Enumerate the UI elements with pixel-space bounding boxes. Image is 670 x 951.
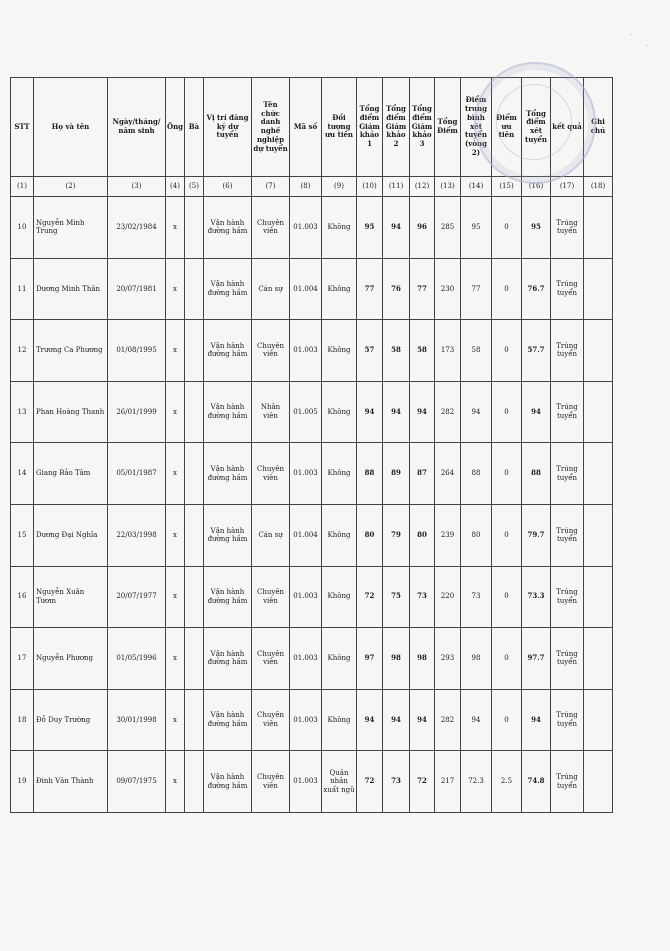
table-row: [11, 443, 613, 505]
cell-avg: 88: [461, 443, 492, 505]
cell-result: Trúng tuyển: [551, 628, 584, 690]
cell-code: 01.003: [290, 751, 322, 813]
cell-gk2: 79: [383, 504, 410, 566]
cell-title: Chuyên viên: [252, 566, 290, 628]
cell-name: Đinh Văn Thành: [34, 751, 108, 813]
cell-ba: [185, 381, 204, 443]
cell-name: Nguyễn Phương: [34, 628, 108, 690]
table-row: [11, 504, 613, 566]
cell-ba: [185, 258, 204, 320]
cell-priority: Quân nhân xuất ngũ: [322, 751, 357, 813]
cell-title: Chuyên viên: [252, 751, 290, 813]
cell-result: Trúng tuyển: [551, 197, 584, 259]
cell-dob: 23/02/1984: [108, 197, 166, 259]
table-row: [11, 628, 613, 690]
cell-ong: x: [166, 258, 185, 320]
column-number-10: (10): [357, 177, 383, 197]
cell-gk1: 88: [357, 443, 383, 505]
header-final: Tổng điểm xét tuyển: [522, 78, 551, 177]
cell-position: Vận hành đường hầm: [204, 258, 252, 320]
column-number-17: (17): [551, 177, 584, 197]
cell-stt: 13: [11, 381, 34, 443]
cell-dob: 30/01/1998: [108, 689, 166, 751]
cell-note: [584, 197, 613, 259]
cell-gk3: 80: [410, 504, 435, 566]
cell-gk2: 76: [383, 258, 410, 320]
cell-ba: [185, 689, 204, 751]
cell-title: Chuyên viên: [252, 197, 290, 259]
cell-stt: 16: [11, 566, 34, 628]
cell-gk2: 94: [383, 381, 410, 443]
scan-speck: ·: [646, 43, 648, 50]
cell-gk2: 73: [383, 751, 410, 813]
cell-code: 01.003: [290, 320, 322, 382]
column-number-16: (16): [522, 177, 551, 197]
cell-final: 76.7: [522, 258, 551, 320]
cell-avg: 58: [461, 320, 492, 382]
cell-title: Nhân viên: [252, 381, 290, 443]
cell-position: Vận hành đường hầm: [204, 628, 252, 690]
cell-gk1: 97: [357, 628, 383, 690]
table-row: [11, 258, 613, 320]
table-row: [11, 689, 613, 751]
column-number-row: [11, 177, 613, 197]
cell-gk1: 95: [357, 197, 383, 259]
cell-title: Chuyên viên: [252, 689, 290, 751]
cell-gk1: 94: [357, 689, 383, 751]
cell-avg: 94: [461, 381, 492, 443]
header-stt: STT: [11, 78, 34, 177]
cell-avg: 72.3: [461, 751, 492, 813]
header-result: kết quả: [551, 78, 584, 177]
header-dob: Ngày/tháng/ năm sinh: [108, 78, 166, 177]
column-number-2: (2): [34, 177, 108, 197]
cell-gk2: 75: [383, 566, 410, 628]
cell-prio-pts: 0: [492, 443, 522, 505]
cell-stt: 15: [11, 504, 34, 566]
cell-title: Chuyên viên: [252, 320, 290, 382]
recruitment-results-table: [10, 77, 613, 813]
cell-dob: 20/07/1977: [108, 566, 166, 628]
cell-gk1: 77: [357, 258, 383, 320]
cell-dob: 20/07/1981: [108, 258, 166, 320]
table-header-row: [11, 78, 613, 177]
cell-position: Vận hành đường hầm: [204, 504, 252, 566]
cell-gk1: 94: [357, 381, 383, 443]
cell-stt: 17: [11, 628, 34, 690]
cell-result: Trúng tuyển: [551, 381, 584, 443]
cell-result: Trúng tuyển: [551, 689, 584, 751]
cell-stt: 11: [11, 258, 34, 320]
cell-prio-pts: 0: [492, 258, 522, 320]
cell-total: 230: [435, 258, 461, 320]
cell-avg: 94: [461, 689, 492, 751]
cell-gk1: 72: [357, 566, 383, 628]
cell-position: Vận hành đường hầm: [204, 443, 252, 505]
cell-note: [584, 443, 613, 505]
cell-note: [584, 689, 613, 751]
cell-code: 01.005: [290, 381, 322, 443]
cell-ba: [185, 566, 204, 628]
column-number-6: (6): [204, 177, 252, 197]
cell-priority: Không: [322, 443, 357, 505]
cell-position: Vận hành đường hầm: [204, 320, 252, 382]
cell-ong: x: [166, 197, 185, 259]
cell-name: Dương Minh Thân: [34, 258, 108, 320]
cell-dob: 22/03/1998: [108, 504, 166, 566]
table-body: [11, 197, 613, 813]
cell-gk3: 73: [410, 566, 435, 628]
header-avg: Điểm trung bình xét tuyển (vòng 2): [461, 78, 492, 177]
cell-final: 94: [522, 689, 551, 751]
column-number-4: (4): [166, 177, 185, 197]
cell-note: [584, 751, 613, 813]
cell-code: 01.004: [290, 504, 322, 566]
cell-gk2: 94: [383, 197, 410, 259]
cell-gk3: 94: [410, 381, 435, 443]
cell-dob: 01/08/1995: [108, 320, 166, 382]
cell-stt: 10: [11, 197, 34, 259]
header-position: Vị trí đăng ký dự tuyển: [204, 78, 252, 177]
cell-prio-pts: 0: [492, 197, 522, 259]
cell-gk2: 94: [383, 689, 410, 751]
cell-gk3: 77: [410, 258, 435, 320]
cell-total: 285: [435, 197, 461, 259]
cell-code: 01.003: [290, 566, 322, 628]
cell-priority: Không: [322, 381, 357, 443]
column-number-5: (5): [185, 177, 204, 197]
cell-final: 57.7: [522, 320, 551, 382]
cell-priority: Không: [322, 504, 357, 566]
cell-dob: 05/01/1987: [108, 443, 166, 505]
column-number-7: (7): [252, 177, 290, 197]
cell-priority: Không: [322, 628, 357, 690]
column-number-15: (15): [492, 177, 522, 197]
cell-priority: Không: [322, 320, 357, 382]
cell-total: 293: [435, 628, 461, 690]
header-gk3: Tổng điểm Giám khảo 3: [410, 78, 435, 177]
column-number-3: (3): [108, 177, 166, 197]
cell-name: Nguyễn Xuân Tươm: [34, 566, 108, 628]
cell-final: 73.3: [522, 566, 551, 628]
cell-result: Trúng tuyển: [551, 258, 584, 320]
cell-name: Giang Bảo Tâm: [34, 443, 108, 505]
cell-ba: [185, 443, 204, 505]
cell-stt: 19: [11, 751, 34, 813]
cell-final: 97.7: [522, 628, 551, 690]
header-name: Họ và tên: [34, 78, 108, 177]
cell-position: Vận hành đường hầm: [204, 751, 252, 813]
column-number-14: (14): [461, 177, 492, 197]
cell-result: Trúng tuyển: [551, 443, 584, 505]
cell-gk3: 87: [410, 443, 435, 505]
cell-position: Vận hành đường hầm: [204, 197, 252, 259]
cell-priority: Không: [322, 197, 357, 259]
column-number-11: (11): [383, 177, 410, 197]
header-ong: Ông: [166, 78, 185, 177]
cell-stt: 18: [11, 689, 34, 751]
cell-avg: 95: [461, 197, 492, 259]
cell-title: Chuyên viên: [252, 628, 290, 690]
cell-title: Chuyên viên: [252, 443, 290, 505]
cell-gk1: 80: [357, 504, 383, 566]
cell-ong: x: [166, 381, 185, 443]
cell-stt: 14: [11, 443, 34, 505]
cell-final: 94: [522, 381, 551, 443]
cell-note: [584, 320, 613, 382]
cell-note: [584, 258, 613, 320]
cell-note: [584, 504, 613, 566]
cell-final: 95: [522, 197, 551, 259]
cell-ong: x: [166, 443, 185, 505]
cell-note: [584, 381, 613, 443]
cell-result: Trúng tuyển: [551, 320, 584, 382]
cell-priority: Không: [322, 689, 357, 751]
cell-prio-pts: 0: [492, 381, 522, 443]
cell-total: 239: [435, 504, 461, 566]
cell-prio-pts: 0: [492, 689, 522, 751]
cell-title: Cán sự: [252, 258, 290, 320]
cell-note: [584, 566, 613, 628]
table-row: [11, 197, 613, 259]
column-number-9: (9): [322, 177, 357, 197]
cell-ong: x: [166, 320, 185, 382]
cell-ba: [185, 504, 204, 566]
column-number-8: (8): [290, 177, 322, 197]
cell-name: Dương Đại Nghĩa: [34, 504, 108, 566]
cell-avg: 73: [461, 566, 492, 628]
cell-dob: 09/07/1975: [108, 751, 166, 813]
cell-gk1: 57: [357, 320, 383, 382]
cell-gk3: 72: [410, 751, 435, 813]
cell-stt: 12: [11, 320, 34, 382]
column-number-13: (13): [435, 177, 461, 197]
cell-gk2: 58: [383, 320, 410, 382]
cell-total: 173: [435, 320, 461, 382]
table-row: [11, 381, 613, 443]
scan-speck: ·: [630, 32, 632, 39]
cell-position: Vận hành đường hầm: [204, 381, 252, 443]
cell-final: 88: [522, 443, 551, 505]
cell-code: 01.003: [290, 197, 322, 259]
cell-ong: x: [166, 504, 185, 566]
cell-name: Phan Hoàng Thanh: [34, 381, 108, 443]
cell-priority: Không: [322, 258, 357, 320]
cell-result: Trúng tuyển: [551, 751, 584, 813]
header-title: Tên chức danh nghề nghiệp dự tuyển: [252, 78, 290, 177]
header-priority: Đối tượng ưu tiên: [322, 78, 357, 177]
cell-position: Vận hành đường hầm: [204, 566, 252, 628]
column-number-1: (1): [11, 177, 34, 197]
table-row: [11, 566, 613, 628]
cell-final: 74.8: [522, 751, 551, 813]
cell-gk3: 98: [410, 628, 435, 690]
cell-avg: 98: [461, 628, 492, 690]
cell-prio-pts: 2.5: [492, 751, 522, 813]
cell-dob: 26/01/1999: [108, 381, 166, 443]
cell-prio-pts: 0: [492, 504, 522, 566]
header-gk2: Tổng điểm Giám khảo 2: [383, 78, 410, 177]
cell-avg: 80: [461, 504, 492, 566]
cell-ba: [185, 320, 204, 382]
header-ba: Bà: [185, 78, 204, 177]
cell-code: 01.003: [290, 443, 322, 505]
header-prio-pts: Điểm ưu tiên: [492, 78, 522, 177]
cell-total: 264: [435, 443, 461, 505]
cell-gk3: 96: [410, 197, 435, 259]
cell-ba: [185, 751, 204, 813]
cell-ba: [185, 197, 204, 259]
column-number-12: (12): [410, 177, 435, 197]
cell-code: 01.004: [290, 258, 322, 320]
cell-name: Đỗ Duy Trường: [34, 689, 108, 751]
cell-ong: x: [166, 566, 185, 628]
cell-total: 217: [435, 751, 461, 813]
cell-result: Trúng tuyển: [551, 504, 584, 566]
cell-code: 01.003: [290, 628, 322, 690]
cell-result: Trúng tuyển: [551, 566, 584, 628]
cell-total: 282: [435, 689, 461, 751]
cell-ba: [185, 628, 204, 690]
table-row: [11, 751, 613, 813]
cell-gk3: 58: [410, 320, 435, 382]
cell-final: 79.7: [522, 504, 551, 566]
cell-ong: x: [166, 751, 185, 813]
cell-position: Vận hành đường hầm: [204, 689, 252, 751]
cell-avg: 77: [461, 258, 492, 320]
cell-note: [584, 628, 613, 690]
cell-code: 01.003: [290, 689, 322, 751]
column-number-18: (18): [584, 177, 613, 197]
cell-gk2: 98: [383, 628, 410, 690]
cell-prio-pts: 0: [492, 320, 522, 382]
header-total: Tổng Điểm: [435, 78, 461, 177]
cell-name: Trương Ca Phương: [34, 320, 108, 382]
cell-gk2: 89: [383, 443, 410, 505]
cell-title: Cán sự: [252, 504, 290, 566]
cell-gk1: 72: [357, 751, 383, 813]
cell-ong: x: [166, 689, 185, 751]
cell-priority: Không: [322, 566, 357, 628]
cell-total: 220: [435, 566, 461, 628]
header-gk1: Tổng điểm Giám khảo 1: [357, 78, 383, 177]
cell-gk3: 94: [410, 689, 435, 751]
header-code: Mã số: [290, 78, 322, 177]
cell-ong: x: [166, 628, 185, 690]
cell-name: Nguyễn Minh Trung: [34, 197, 108, 259]
cell-prio-pts: 0: [492, 628, 522, 690]
cell-total: 282: [435, 381, 461, 443]
cell-dob: 01/05/1996: [108, 628, 166, 690]
header-note: Ghi chú: [584, 78, 613, 177]
cell-prio-pts: 0: [492, 566, 522, 628]
table-row: [11, 320, 613, 382]
